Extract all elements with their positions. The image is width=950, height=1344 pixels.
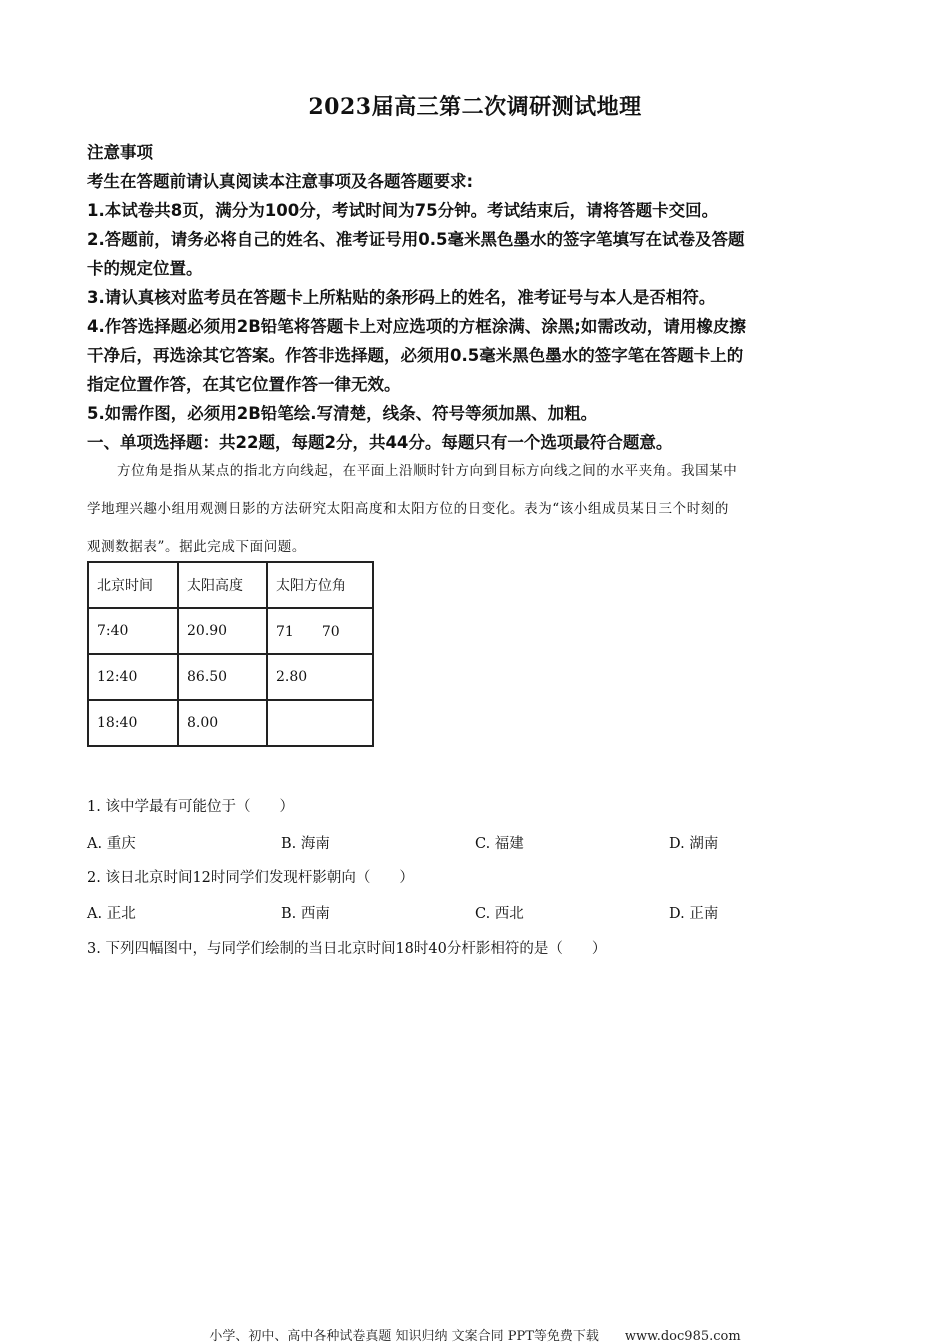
table-cell: 8.00 [178, 700, 267, 746]
table-row [88, 654, 373, 700]
notes-line: 卡的规定位置。 [87, 259, 203, 278]
table-header-cell: 太阳高度 [178, 562, 267, 608]
intro-line: 学地理兴趣小组用观测日影的方法研究太阳高度和太阳方位的日变化。表为“该小组成员某日三个时刻的 [87, 501, 729, 517]
table-header-cell: 北京时间 [88, 562, 178, 608]
notes-line: 5.如需作图，必须用2B铅笔绘.写清楚，线条、符号等须加黑、加粗。 [87, 404, 598, 423]
table-cell: 2.80 [267, 654, 373, 700]
table-header-row [88, 562, 373, 608]
table-cell: 12:40 [88, 654, 178, 700]
option-a: A. 重庆 [87, 836, 136, 852]
notes-line: 3.请认真核对监考员在答题卡上所粘贴的条形码上的姓名，准考证号与本人是否相符。 [87, 288, 716, 307]
table-cell: 18:40 [88, 700, 178, 746]
notes-line: 干净后，再选涂其它答案。作答非选择题，必须用0.5毫米黑色墨水的签字笔在答题卡上的 [87, 346, 744, 365]
option-d: D. 湖南 [669, 836, 719, 852]
table-cell: 86.50 [178, 654, 267, 700]
option-d: D. 正南 [669, 906, 719, 922]
table-header-cell: 太阳方位角 [267, 562, 373, 608]
observation-table [87, 561, 374, 747]
table-cell: 71 70 [267, 608, 373, 654]
option-c: C. 西北 [475, 906, 524, 922]
option-a: A. 正北 [87, 906, 136, 922]
option-b: B. 海南 [281, 836, 330, 852]
question-1-stem: 1. 该中学最有可能位于（ ） [87, 799, 294, 815]
notes-line: 考生在答题前请认真阅读本注意事项及各题答题要求: [87, 172, 474, 191]
page-footer: 小学、初中、高中各种试卷真题 知识归纳 文案合同 PPT等免费下载 www.doc985.com [209, 1329, 741, 1344]
intro-text: 方位角是指从某点的指北方向线起，在平面上沿顺时针方向到目标方向线之间的水平夹角。我国某中 [117, 463, 738, 479]
notes-line: 1.本试卷共8页，满分为100分，考试时间为75分钟。考试结束后，请将答题卡交回。 [87, 201, 719, 220]
notes-heading: 注意事项 [87, 143, 153, 162]
question-3-stem: 3. 下列四幅图中，与同学们绘制的当日北京时间18时40分杆影相符的是（ ） [87, 941, 607, 957]
intro-line: 观测数据表”。据此完成下面问题。 [87, 539, 307, 555]
table-row [88, 700, 373, 746]
intro-line [87, 452, 862, 490]
table-row [88, 608, 373, 654]
section-heading: 一、单项选择题：共22题，每题2分，共44分。每题只有一个选项最符合题意。 [87, 433, 673, 452]
option-c: C. 福建 [475, 836, 524, 852]
question-2-stem: 2. 该日北京时间12时同学们发现杆影朝向（ ） [87, 870, 414, 886]
table-cell: 20.90 [178, 608, 267, 654]
exam-instructions [87, 138, 867, 457]
notes-line: 2.答题前，请务必将自己的姓名、准考证号用0.5毫米黑色墨水的签字笔填写在试卷及答题 [87, 230, 745, 249]
question-intro [87, 452, 862, 566]
table-cell: 7:40 [88, 608, 178, 654]
page-title: 2023届高三第二次调研测试地理 [308, 94, 642, 120]
notes-line: 指定位置作答，在其它位置作答一律无效。 [87, 375, 401, 394]
table-cell [267, 700, 373, 746]
notes-line: 4.作答选择题必须用2B铅笔将答题卡上对应选项的方框涂满、涂黑;如需改动，请用橡皮擦 [87, 317, 746, 336]
option-b: B. 西南 [281, 906, 330, 922]
